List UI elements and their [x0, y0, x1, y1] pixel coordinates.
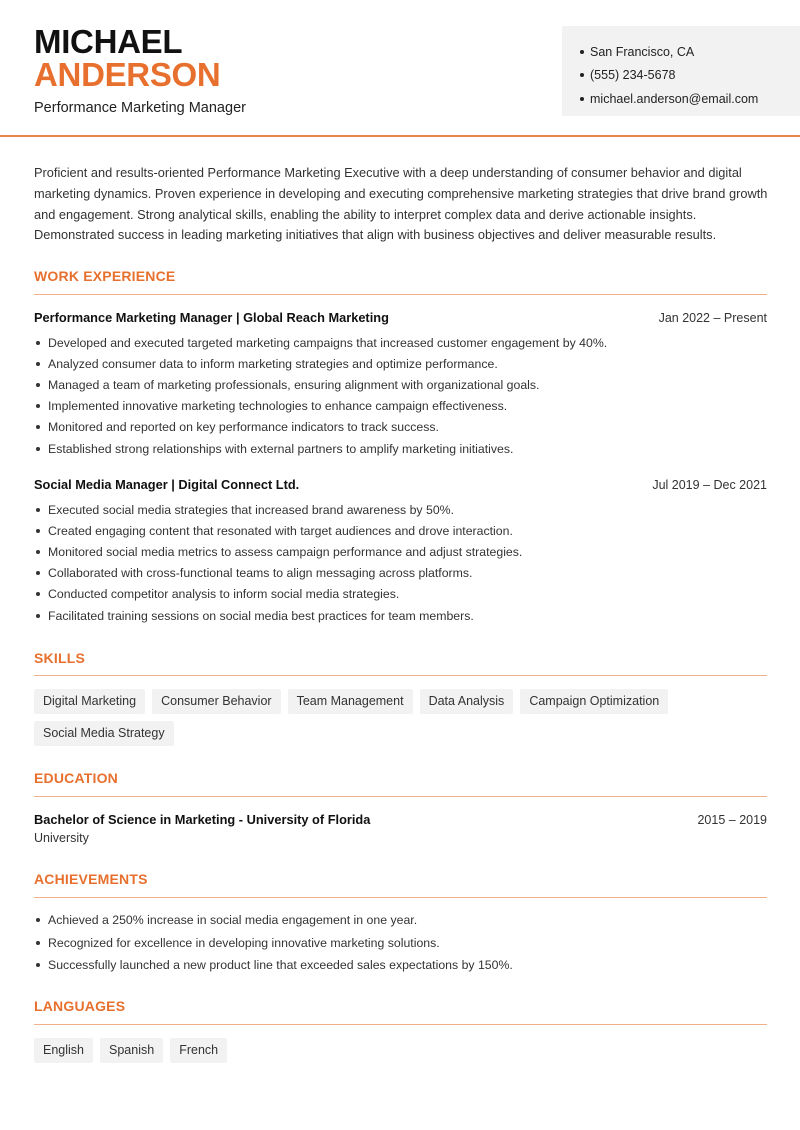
language-chip: English	[34, 1038, 93, 1063]
languages-heading: LANGUAGES	[34, 998, 126, 1014]
list-item	[34, 438, 767, 459]
bullet-icon	[580, 50, 584, 54]
list-item	[34, 332, 767, 353]
skill-chip: Data Analysis	[420, 689, 514, 714]
list-item	[34, 520, 767, 541]
job-role: Social Media Manager | Digital Connect Ltd.	[34, 477, 300, 492]
list-item	[34, 909, 767, 932]
bullet-icon	[36, 550, 40, 554]
bullet-icon	[36, 571, 40, 575]
job-bullets	[34, 332, 767, 459]
list-item	[34, 584, 767, 605]
list-item	[34, 932, 767, 955]
resume-header	[0, 0, 800, 137]
languages-list	[34, 1038, 767, 1070]
section-divider	[34, 675, 767, 676]
section-divider	[34, 897, 767, 898]
list-item-text: Monitored and reported on key performance indicators to track success.	[48, 420, 439, 435]
work-experience-heading: WORK EXPERIENCE	[34, 268, 176, 284]
list-item-text: Achieved a 250% increase in social media engagement in one year.	[48, 913, 418, 928]
bullet-icon	[36, 447, 40, 451]
bullet-icon	[36, 362, 40, 366]
bullet-icon	[36, 592, 40, 596]
list-item-text: Established strong relationships with external partners to amplify marketing initiatives.	[48, 441, 514, 456]
skill-chip: Consumer Behavior	[152, 689, 280, 714]
skill-chip: Campaign Optimization	[520, 689, 668, 714]
list-item	[34, 563, 767, 584]
section-divider	[34, 294, 767, 295]
section-divider	[34, 1024, 767, 1025]
last-name: ANDERSON	[34, 56, 221, 93]
list-item	[34, 541, 767, 562]
list-item-text: Analyzed consumer data to inform marketing strategies and optimize performance.	[48, 356, 498, 371]
list-item-text: Collaborated with cross-functional teams to align messaging across platforms.	[48, 566, 473, 581]
bullet-icon	[36, 341, 40, 345]
language-chip: Spanish	[100, 1038, 163, 1063]
list-item	[34, 374, 767, 395]
list-item-text: Recognized for excellence in developing innovative marketing solutions.	[48, 935, 440, 950]
job-role: Performance Marketing Manager | Global Reach Marketing	[34, 310, 389, 325]
contact-location-text: San Francisco, CA	[590, 44, 695, 59]
list-item	[34, 499, 767, 520]
skills-heading: SKILLS	[34, 650, 85, 666]
skills-list	[34, 689, 767, 753]
job-entry-header	[34, 477, 767, 492]
bullet-icon	[36, 404, 40, 408]
list-item-text: Executed social media strategies that increased brand awareness by 50%.	[48, 502, 455, 517]
list-item-text: Successfully launched a new product line that exceeded sales expectations by 150%.	[48, 958, 513, 973]
contact-phone	[580, 64, 800, 88]
job-date: Jul 2019 – Dec 2021	[652, 478, 767, 492]
education-entry-header	[34, 812, 767, 827]
job-entry-header	[34, 310, 767, 325]
contact-email[interactable]	[580, 87, 800, 111]
bullet-icon	[36, 425, 40, 429]
list-item-text: Created engaging content that resonated with target audiences and drove interaction.	[48, 523, 513, 538]
list-item	[34, 353, 767, 374]
education-heading: EDUCATION	[34, 770, 118, 786]
job-bullets	[34, 499, 767, 626]
contact-email-text[interactable]: michael.anderson@email.com	[590, 91, 759, 106]
achievements-list	[34, 909, 767, 977]
contact-location	[580, 40, 800, 64]
bullet-icon	[36, 383, 40, 387]
list-item-text: Conducted competitor analysis to inform social media strategies.	[48, 587, 400, 602]
contact-box	[562, 26, 800, 116]
list-item-text: Developed and executed targeted marketing campaigns that increased customer engagement by 40%.	[48, 335, 608, 350]
skill-chip: Digital Marketing	[34, 689, 145, 714]
summary: Proficient and results-oriented Performance Marketing Executive with a deep understanding of consumer behavior and digital marketing dynamics. Proven experience in developing and executing comprehensive marketing strategies that drive brand growth and engagement. Strong analytical skills, enabling the ability to interpret complex data and derive actionable insights. Demonstrated success in leading marketing initiatives that align with business objectives and deliver measurable results.	[34, 165, 768, 243]
list-item	[34, 417, 767, 438]
list-item-text: Monitored social media metrics to assess campaign performance and adjust strategies.	[48, 544, 523, 559]
language-chip: French	[170, 1038, 227, 1063]
bullet-icon	[36, 918, 40, 922]
skill-chip: Social Media Strategy	[34, 721, 174, 746]
education-institution-type: University	[34, 831, 89, 845]
bullet-icon	[36, 963, 40, 967]
job-date: Jan 2022 – Present	[658, 311, 767, 325]
achievements-heading: ACHIEVEMENTS	[34, 871, 148, 887]
list-item-text: Implemented innovative marketing technologies to enhance campaign effectiveness.	[48, 399, 508, 414]
list-item	[34, 954, 767, 977]
degree: Bachelor of Science in Marketing - University of Florida	[34, 812, 371, 827]
education-date: 2015 – 2019	[697, 813, 767, 827]
bullet-icon	[580, 97, 584, 101]
first-name: MICHAEL	[34, 23, 183, 60]
section-divider	[34, 796, 767, 797]
list-item	[34, 605, 767, 626]
list-item	[34, 396, 767, 417]
skill-chip: Team Management	[288, 689, 413, 714]
bullet-icon	[36, 614, 40, 618]
list-item-text: Managed a team of marketing professionals, ensuring alignment with organizational goals.	[48, 377, 540, 392]
job-title: Performance Marketing Manager	[34, 100, 246, 116]
bullet-icon	[36, 529, 40, 533]
bullet-icon	[36, 941, 40, 945]
contact-phone-text: (555) 234-5678	[590, 68, 676, 83]
bullet-icon	[36, 508, 40, 512]
list-item-text: Facilitated training sessions on social media best practices for team members.	[48, 608, 474, 623]
bullet-icon	[580, 73, 584, 77]
